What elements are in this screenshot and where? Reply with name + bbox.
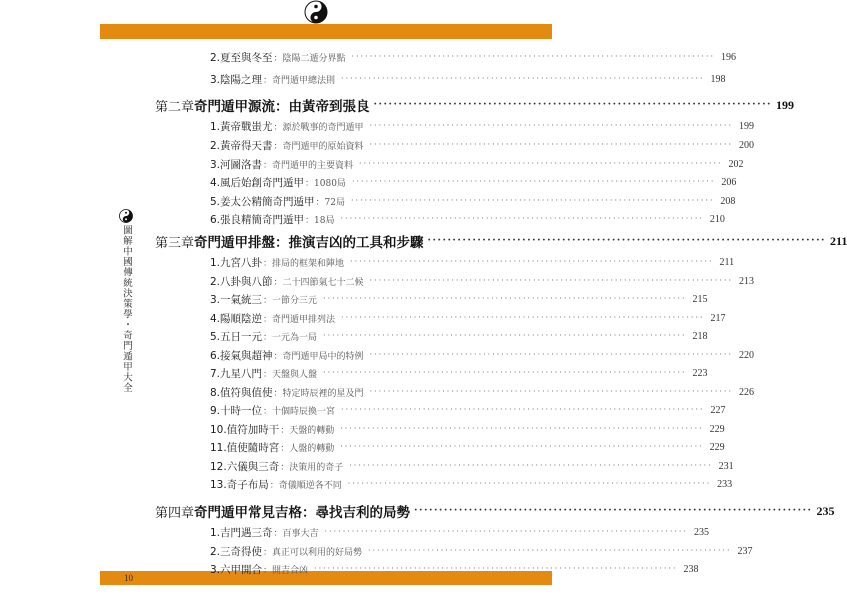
dot-leader: ················································································ xyxy=(369,350,733,359)
toc-entry-page-number: 218 xyxy=(692,330,708,342)
dot-leader: ················································································ xyxy=(351,177,716,186)
dot-leader: ················································································ xyxy=(323,294,687,303)
dot-leader: ················································································ xyxy=(340,442,704,451)
toc-entry-description: ：開吉合凶 xyxy=(263,565,309,576)
toc-entry-page-number: 237 xyxy=(737,545,753,557)
dot-leader: ················································································ xyxy=(340,424,704,433)
toc-entry-description: ：十個時辰換一宮 xyxy=(263,406,336,417)
toc-entry-label: 1.吉門遇三奇 xyxy=(210,526,273,539)
side-book-title: 圖解中國傳統決策學・奇門遁甲大全 xyxy=(121,225,132,393)
dot-leader: ················································································ xyxy=(350,196,715,205)
toc-entry-page-number: 227 xyxy=(710,404,726,416)
dot-leader: ················································································ xyxy=(351,52,715,61)
toc-entry xyxy=(210,421,725,437)
toc-entry-page-number: 217 xyxy=(710,312,726,324)
toc-entry-label: 4.陽順陰逆 xyxy=(210,312,263,325)
toc-entry xyxy=(210,254,735,270)
toc-entry xyxy=(210,49,736,65)
toc-entry-label: 2.三奇得使 xyxy=(210,545,263,558)
toc-entry-page-number: 226 xyxy=(738,386,754,398)
dot-leader: ················································································ xyxy=(324,527,688,536)
toc-entry xyxy=(210,524,709,540)
toc-entry-page-number: 199 xyxy=(738,120,754,132)
chapter-number: 第三章 xyxy=(155,235,195,251)
dot-leader: ················································································ xyxy=(414,505,813,516)
dot-leader: ················································································ xyxy=(373,99,773,110)
dot-leader: ················································································ xyxy=(369,387,733,396)
toc-entry xyxy=(210,561,699,577)
toc-entry-label: 5.五日一元 xyxy=(210,330,263,343)
page-number: 10 xyxy=(124,573,133,583)
toc-entry-description: ：排局的框架和陣地 xyxy=(263,258,345,269)
toc-entry-page-number: 220 xyxy=(738,349,754,361)
toc-entry-description: ：1080局 xyxy=(305,178,346,189)
toc-entry-page-number: 206 xyxy=(721,176,737,188)
chapter-page-number: 235 xyxy=(816,503,835,518)
toc-entry xyxy=(210,211,725,227)
toc-entry-label: 6.接氣與超神 xyxy=(210,349,273,362)
toc-entry-description: ：特定時辰裡的星及門 xyxy=(273,388,364,399)
toc-entry-description: ：18局 xyxy=(305,215,335,226)
toc-chapter-heading xyxy=(155,230,847,252)
toc-entry xyxy=(210,174,737,190)
dot-leader: ················································································ xyxy=(341,74,705,83)
dot-leader: ················································································ xyxy=(323,368,687,377)
toc-entry xyxy=(210,137,754,153)
toc-entry xyxy=(210,156,744,172)
toc-entry-label: 2.黃帝得天書 xyxy=(210,139,273,152)
toc-entry-label: 3.河圖洛書 xyxy=(210,158,263,171)
dot-leader: ················································································ xyxy=(341,405,705,414)
chapter-title: 奇門遁甲排盤：推演吉凶的工具和步驟 xyxy=(194,235,424,251)
toc-entry-page-number: 238 xyxy=(683,563,699,575)
toc-entry-description: ：奇門遁甲排列法 xyxy=(263,314,336,325)
toc-entry xyxy=(210,291,708,307)
toc-entry-label: 3.一氣統三 xyxy=(210,293,263,306)
dot-leader: ················································································ xyxy=(369,140,733,149)
dot-leader: ················································································ xyxy=(359,159,723,168)
toc-entry-description: ：72局 xyxy=(315,197,345,208)
toc-entry-description: ：二十四節氣七十二候 xyxy=(273,277,364,288)
toc-entry-label: 1.九宮八卦 xyxy=(210,256,263,269)
toc-entry-description: ：奇門遁甲的主要資料 xyxy=(263,160,354,171)
toc-entry-label: 5.姜太公精簡奇門遁甲 xyxy=(210,195,315,208)
toc-entry xyxy=(210,347,754,363)
toc-entry-page-number: 231 xyxy=(718,460,734,472)
toc-entry-page-number: 215 xyxy=(692,293,708,305)
toc-entry-label: 6.張良精簡奇門遁甲 xyxy=(210,213,305,226)
dot-leader: ················································································ xyxy=(369,121,733,130)
toc-entry xyxy=(210,193,736,209)
toc-chapter-heading xyxy=(155,500,835,522)
toc-entry-description: ：人盤的轉動 xyxy=(280,443,335,454)
chapter-title: 奇門遁甲常見吉格：尋找吉利的局勢 xyxy=(194,505,411,521)
dot-leader: ················································································ xyxy=(323,331,687,340)
toc-entry-label: 13.奇子布局 xyxy=(210,478,269,491)
toc-entry-label: 9.十時一位 xyxy=(210,404,263,417)
dot-leader: ················································································ xyxy=(314,564,678,573)
toc-entry xyxy=(210,439,725,455)
dot-leader: ················································································ xyxy=(349,461,713,470)
toc-entry-description: ：一節分三元 xyxy=(263,295,318,306)
toc-entry-description: ：真正可以利用的好局勢 xyxy=(263,547,363,558)
toc-entry-label: 2.八卦與八節 xyxy=(210,275,273,288)
toc-entry-page-number: 235 xyxy=(693,526,709,538)
toc-entry-label: 7.九星八門 xyxy=(210,367,263,380)
toc-entry xyxy=(210,273,754,289)
toc-entry-page-number: 233 xyxy=(717,478,733,490)
toc-entry-label: 8.值符與值使 xyxy=(210,386,273,399)
toc-chapter-heading xyxy=(155,94,795,116)
toc-entry-description: ：天盤的轉動 xyxy=(280,425,335,436)
toc-entry-label: 3.陰陽之理 xyxy=(210,73,263,86)
toc-entry-label: 11.值使隨時宮 xyxy=(210,441,280,454)
toc-entry-page-number: 210 xyxy=(709,213,725,225)
toc-entry-page-number: 223 xyxy=(692,367,708,379)
toc-entry xyxy=(210,118,754,134)
toc-entry-label: 4.風后始創奇門遁甲 xyxy=(210,176,305,189)
toc-entry-description: ：奇門遁甲總法則 xyxy=(263,75,336,86)
toc-entry xyxy=(210,543,753,559)
toc-entry-label: 2.夏至與冬至 xyxy=(210,51,273,64)
toc-entry xyxy=(210,458,734,474)
toc-entry-page-number: 208 xyxy=(720,195,736,207)
toc-entry xyxy=(210,384,754,400)
toc-entry-label: 10.值符加時干 xyxy=(210,423,280,436)
toc-entry-description: ：百事大吉 xyxy=(273,528,319,539)
toc-entry-description: ：天盤與人盤 xyxy=(263,369,318,380)
toc-entry-page-number: 202 xyxy=(728,158,744,170)
toc-entry-page-number: 229 xyxy=(709,441,725,453)
dot-leader: ················································································ xyxy=(347,479,712,488)
toc-entry-page-number: 229 xyxy=(709,423,725,435)
toc-entry-page-number: 213 xyxy=(738,275,754,287)
toc-entry xyxy=(210,476,733,492)
chapter-page-number: 199 xyxy=(776,97,795,112)
chapter-number: 第二章 xyxy=(155,99,195,115)
toc-entry xyxy=(210,328,708,344)
toc-entry xyxy=(210,71,726,87)
toc-entry-page-number: 196 xyxy=(720,51,736,63)
toc-entry-label: 12.六儀與三奇 xyxy=(210,460,280,473)
dot-leader: ················································································ xyxy=(350,257,714,266)
toc-entry-description: ：奇門遁甲的原始資料 xyxy=(273,141,364,152)
toc-entry-page-number: 200 xyxy=(738,139,754,151)
dot-leader: ················································································ xyxy=(368,546,732,555)
toc-entry-description: ：源於戰事的奇門遁甲 xyxy=(273,122,364,133)
toc-entry-label: 3.六甲開合 xyxy=(210,563,263,576)
toc-entry xyxy=(210,402,726,418)
dot-leader: ················································································ xyxy=(369,276,733,285)
toc-entry-description: ：決策用的奇子 xyxy=(280,462,344,473)
toc-entry-label: 1.黃帝戰蚩尤 xyxy=(210,120,273,133)
toc-entry-description: ：奇門遁甲局中的特例 xyxy=(273,351,364,362)
dot-leader: ················································································ xyxy=(427,235,827,246)
toc-entry xyxy=(210,310,726,326)
dot-leader: ················································································ xyxy=(340,214,704,223)
toc-entry-description: ：一元為一局 xyxy=(263,332,318,343)
toc-entry xyxy=(210,365,708,381)
toc-entry-page-number: 211 xyxy=(719,256,735,268)
toc-entry-description: ：陰陽二遁分界點 xyxy=(273,53,346,64)
toc-entry-description: ：奇儀順逆各不同 xyxy=(269,480,342,491)
chapter-number: 第四章 xyxy=(155,505,195,521)
chapter-title: 奇門遁甲源流：由黃帝到張良 xyxy=(194,99,370,115)
toc-entry-page-number: 198 xyxy=(710,73,726,85)
chapter-page-number: 211 xyxy=(830,233,847,248)
dot-leader: ················································································ xyxy=(341,313,705,322)
